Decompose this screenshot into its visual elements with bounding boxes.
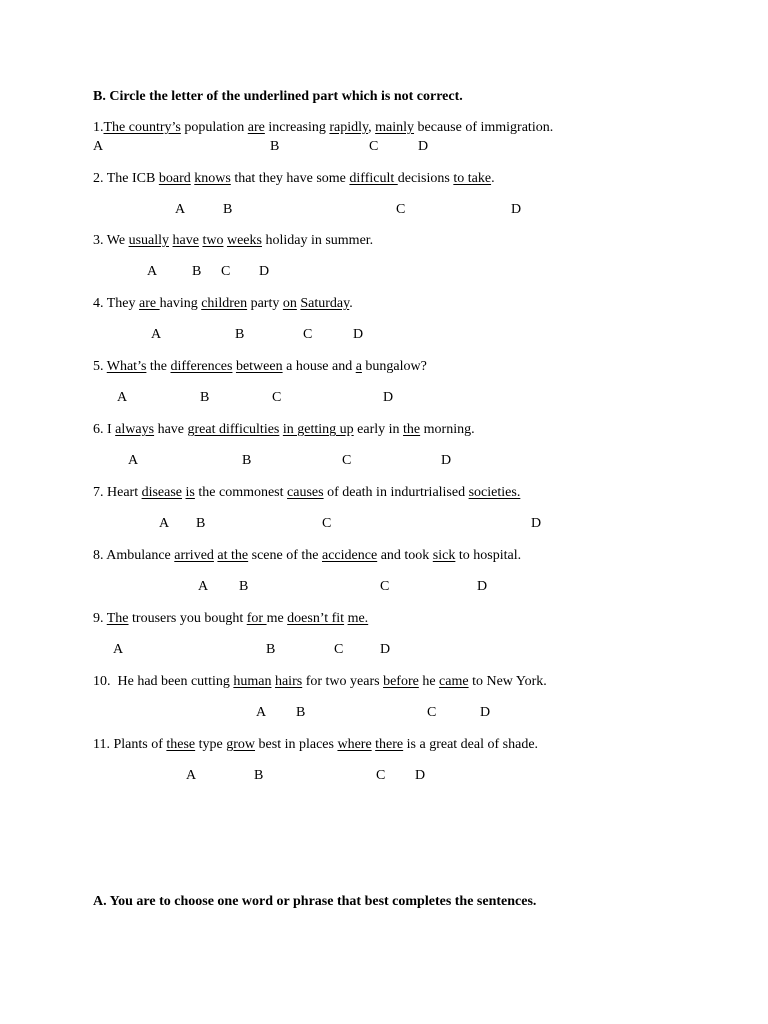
question-7-option-c: C — [322, 516, 332, 531]
question-4-sentence — [93, 296, 353, 312]
sentence-text: morning. — [420, 422, 475, 437]
sentence-text: 6. I — [93, 422, 116, 437]
question-3-option-b: B — [192, 264, 202, 279]
question-1-option-c: C — [369, 139, 379, 154]
underlined-part: always — [115, 422, 155, 437]
underlined-part: What’s — [106, 359, 147, 374]
sentence-text: the commonest — [194, 485, 288, 500]
question-2-sentence — [93, 171, 495, 187]
question-1-sentence — [93, 120, 553, 136]
question-5-sentence — [93, 359, 427, 375]
underlined-part: great difficulties — [187, 422, 280, 437]
question-2-option-d: D — [511, 202, 522, 217]
underlined-part: weeks — [226, 233, 262, 248]
section-a-heading: A. You are to choose one word or phrase that best completes the sentences. — [93, 894, 537, 909]
question-7-option-a: A — [159, 516, 170, 531]
question-8-option-d: D — [477, 579, 488, 594]
question-9-option-a: A — [113, 642, 124, 657]
sentence-text: . — [491, 171, 495, 186]
underlined-part: rapidly — [329, 120, 369, 135]
question-6-option-d: D — [441, 453, 452, 468]
sentence-text: because of immigration. — [414, 120, 554, 135]
question-10-option-b: B — [296, 705, 306, 720]
sentence-text: and took — [377, 548, 433, 563]
underlined-part: doesn’t fit — [287, 611, 345, 626]
question-6-sentence — [93, 422, 475, 438]
underlined-part: are — [247, 120, 265, 135]
underlined-part: causes — [287, 485, 324, 500]
sentence-text: type — [195, 737, 227, 752]
question-9-sentence — [93, 611, 368, 627]
sentence-text: 4. They — [93, 296, 140, 311]
question-10-option-c: C — [427, 705, 437, 720]
underlined-part: usually — [128, 233, 170, 248]
question-8-option-a: A — [198, 579, 209, 594]
underlined-part: Saturday — [300, 296, 350, 311]
sentence-text: , — [368, 120, 376, 135]
question-8-option-b: B — [239, 579, 249, 594]
question-3-option-c: C — [221, 264, 231, 279]
sentence-text: 7. Heart — [93, 485, 142, 500]
question-9-option-b: B — [266, 642, 276, 657]
sentence-text: 5. — [93, 359, 107, 374]
sentence-text: 8. Ambulance — [93, 548, 175, 563]
sentence-text: party — [247, 296, 283, 311]
question-3-option-a: A — [147, 264, 158, 279]
underlined-part: came — [439, 674, 469, 689]
question-6-option-b: B — [242, 453, 252, 468]
question-5-option-a: A — [117, 390, 128, 405]
question-4-option-c: C — [303, 327, 313, 342]
question-9-option-c: C — [334, 642, 344, 657]
question-3-option-d: D — [259, 264, 270, 279]
underlined-part: board — [158, 171, 191, 186]
question-4-option-a: A — [151, 327, 162, 342]
sentence-text: increasing — [264, 120, 330, 135]
underlined-part: is — [185, 485, 195, 500]
underlined-part: The — [106, 611, 129, 626]
underlined-part: at the — [217, 548, 249, 563]
sentence-text: trousers you bought — [128, 611, 247, 626]
sentence-text: the — [146, 359, 171, 374]
sentence-text: 9. — [93, 611, 107, 626]
underlined-part: hairs — [274, 674, 303, 689]
sentence-text: best in places — [255, 737, 338, 752]
underlined-part: human — [233, 674, 272, 689]
sentence-text: to New York. — [468, 674, 547, 689]
question-10-sentence — [93, 674, 547, 690]
sentence-text: 1. — [93, 120, 104, 135]
underlined-part: knows — [194, 171, 231, 186]
underlined-part: The country’s — [103, 120, 181, 135]
underlined-part: before — [383, 674, 419, 689]
underlined-part: a — [355, 359, 362, 374]
sentence-text: that they have some — [230, 171, 350, 186]
question-5-option-b: B — [200, 390, 210, 405]
sentence-text: 3. We — [93, 233, 129, 248]
underlined-part: grow — [226, 737, 256, 752]
underlined-part: are — [139, 296, 160, 311]
question-4-option-b: B — [235, 327, 245, 342]
underlined-part: mainly — [375, 120, 415, 135]
underlined-part: societies. — [468, 485, 521, 500]
question-6-option-c: C — [342, 453, 352, 468]
question-11-option-d: D — [415, 768, 426, 783]
question-11-option-c: C — [376, 768, 386, 783]
underlined-part: disease — [141, 485, 183, 500]
sentence-text: a house and — [282, 359, 356, 374]
underlined-part: have — [172, 233, 199, 248]
sentence-text: have — [154, 422, 188, 437]
question-11-sentence — [93, 737, 538, 753]
question-1-option-a: A — [93, 139, 104, 154]
underlined-part: there — [375, 737, 404, 752]
underlined-part: differences — [170, 359, 233, 374]
question-2-option-a: A — [175, 202, 186, 217]
question-2-option-b: B — [223, 202, 233, 217]
question-8-option-c: C — [380, 579, 390, 594]
sentence-text: 10. He had been cutting — [93, 674, 234, 689]
question-6-option-a: A — [128, 453, 139, 468]
question-9-option-d: D — [380, 642, 391, 657]
sentence-text: decisions — [397, 171, 454, 186]
sentence-text: bungalow? — [361, 359, 427, 374]
sentence-text: . — [349, 296, 353, 311]
underlined-part: two — [202, 233, 224, 248]
underlined-part: sick — [432, 548, 456, 563]
underlined-part: where — [337, 737, 372, 752]
sentence-text: 11. Plants of — [93, 737, 167, 752]
sentence-text: 2. The ICB — [93, 171, 159, 186]
underlined-part: difficult — [349, 171, 398, 186]
underlined-part: to take — [453, 171, 492, 186]
sentence-text: scene of the — [248, 548, 322, 563]
question-8-sentence — [93, 548, 521, 564]
question-4-option-d: D — [353, 327, 364, 342]
question-7-option-b: B — [196, 516, 206, 531]
question-10-option-d: D — [480, 705, 491, 720]
question-5-option-d: D — [383, 390, 394, 405]
sentence-text: holiday in summer. — [261, 233, 374, 248]
underlined-part: on — [282, 296, 297, 311]
section-b-heading: B. Circle the letter of the underlined part which is not correct. — [93, 89, 463, 104]
question-11-option-b: B — [254, 768, 264, 783]
underlined-part: arrived — [174, 548, 214, 563]
question-10-option-a: A — [256, 705, 267, 720]
question-11-option-a: A — [186, 768, 197, 783]
question-7-option-d: D — [531, 516, 542, 531]
sentence-text: to hospital. — [455, 548, 522, 563]
underlined-part: in getting up — [282, 422, 354, 437]
underlined-part: me. — [347, 611, 369, 626]
sentence-text: me — [266, 611, 288, 626]
sentence-text: of death in indurtrialised — [323, 485, 469, 500]
sentence-text: for two years — [302, 674, 384, 689]
sentence-text: population — [180, 120, 248, 135]
question-7-sentence — [93, 485, 520, 501]
question-2-option-c: C — [396, 202, 406, 217]
question-1-option-d: D — [418, 139, 429, 154]
underlined-part: accidence — [322, 548, 378, 563]
underlined-part: children — [201, 296, 248, 311]
underlined-part: between — [235, 359, 283, 374]
sentence-text: early in — [353, 422, 404, 437]
underlined-part: these — [166, 737, 196, 752]
sentence-text: he — [418, 674, 440, 689]
underlined-part: the — [403, 422, 421, 437]
sentence-text: is a great deal of shade. — [403, 737, 539, 752]
question-5-option-c: C — [272, 390, 282, 405]
question-1-option-b: B — [270, 139, 280, 154]
underlined-part: for — [246, 611, 267, 626]
question-3-sentence — [93, 233, 373, 249]
sentence-text: having — [159, 296, 202, 311]
